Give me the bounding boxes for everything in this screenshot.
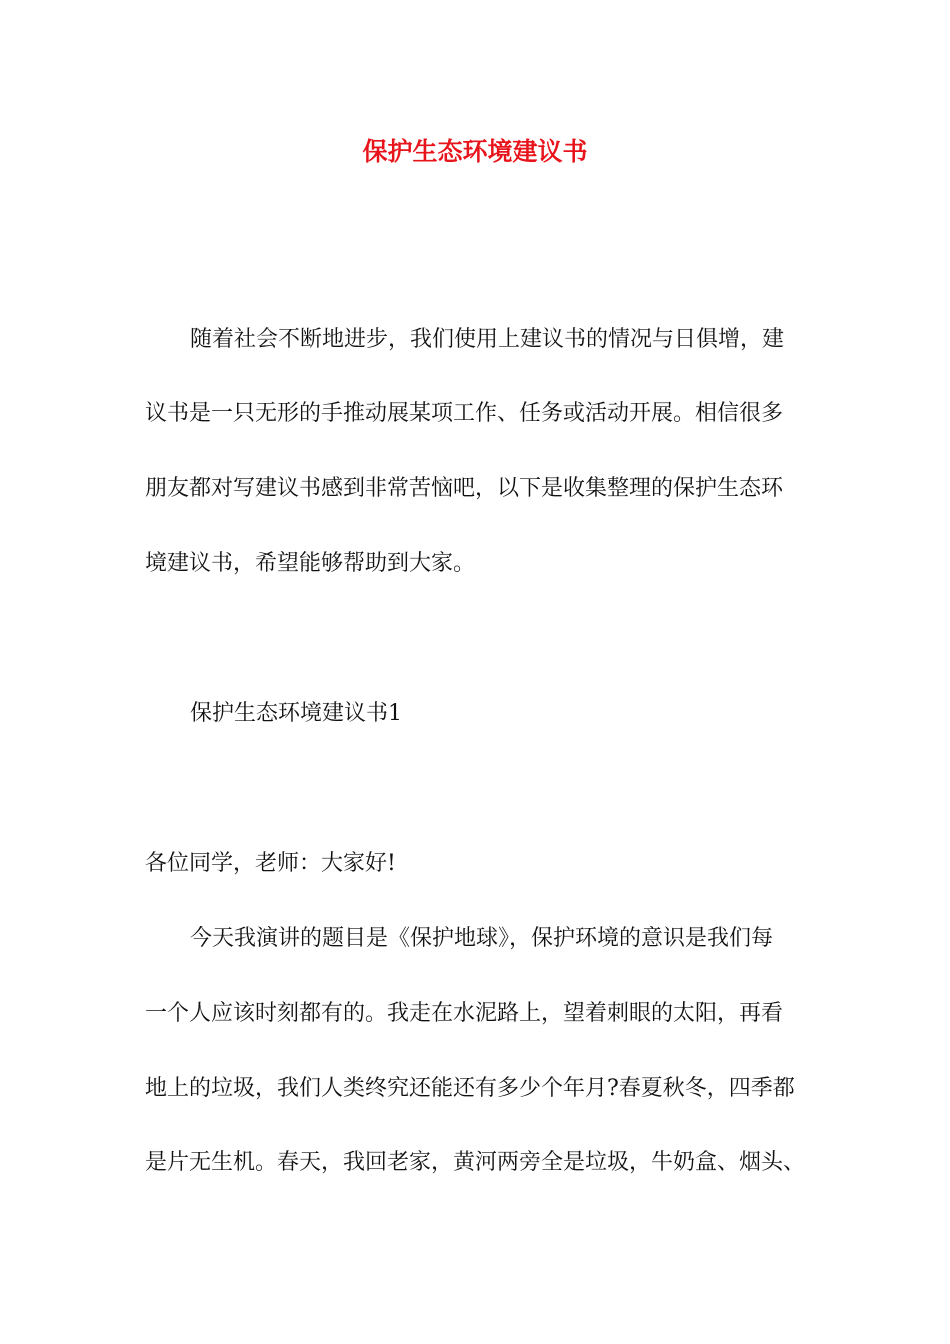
intro-line: 朋友都对写建议书感到非常苦恼吧，以下是收集整理的保护生态环 (145, 476, 784, 501)
body-line: 是片无生机。春天，我回老家，黄河两旁全是垃圾，牛奶盒、烟头、 (145, 1150, 806, 1175)
body-line: 一个人应该时刻都有的。我走在水泥路上，望着刺眼的太阳，再看 (145, 1001, 784, 1026)
greeting-line: 各位同学，老师：大家好! (145, 851, 396, 876)
section-heading: 保护生态环境建议书1 (190, 701, 402, 726)
document-title: 保护生态环境建议书 (362, 137, 588, 166)
intro-line: 议书是一只无形的手推动展某项工作、任务或活动开展。相信很多 (145, 401, 784, 426)
body-line: 今天我演讲的题目是《保护地球》，保护环境的意识是我们每 (190, 926, 774, 951)
intro-line: 境建议书，希望能够帮助到大家。 (145, 551, 476, 576)
body-line: 地上的垃圾，我们人类终究还能还有多少个年月?春夏秋冬，四季都 (145, 1076, 795, 1101)
intro-line: 随着社会不断地进步，我们使用上建议书的情况与日俱增，建 (190, 327, 785, 352)
